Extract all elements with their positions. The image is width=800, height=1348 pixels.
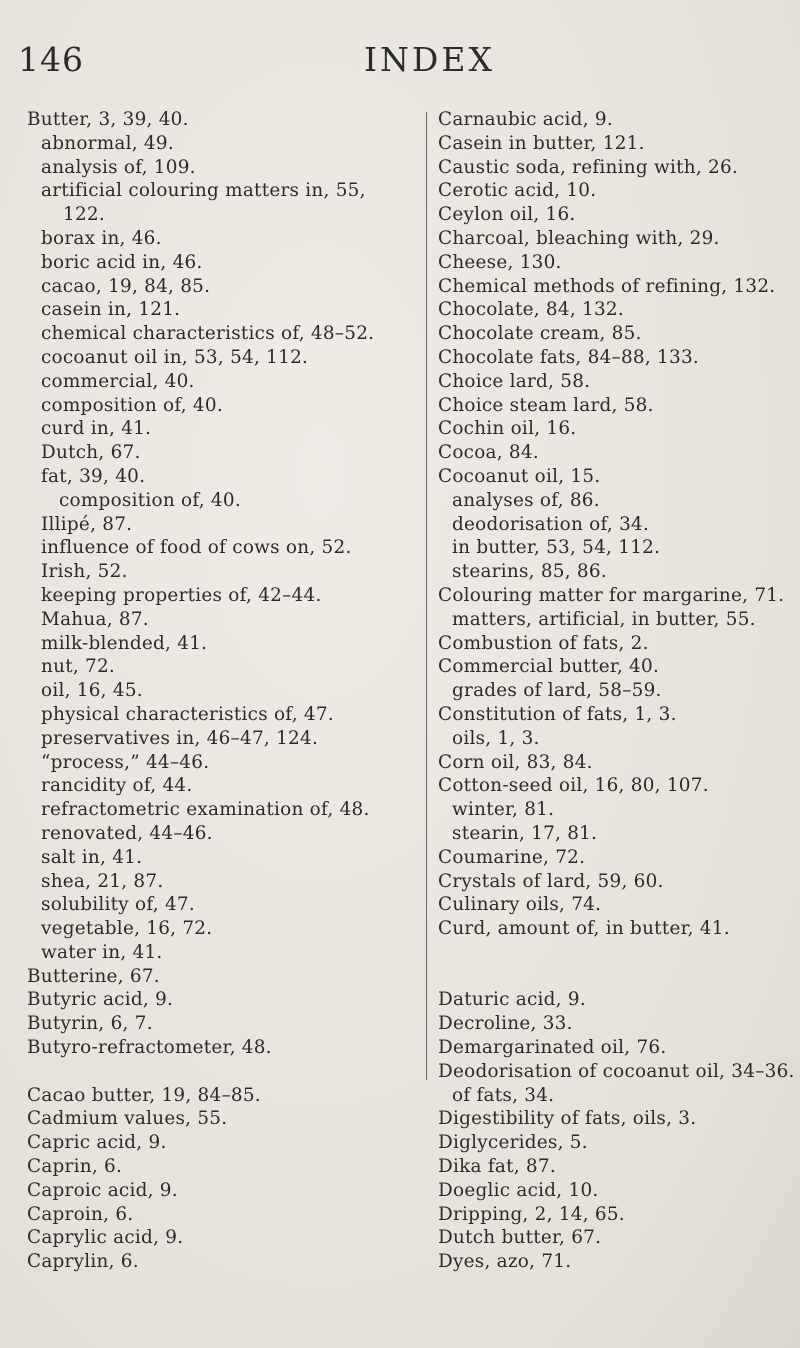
index-subentry: solubility of, 47. bbox=[41, 894, 195, 916]
index-subentry: composition of, 40. bbox=[59, 489, 241, 511]
index-entry: Doeglic acid, 10. bbox=[438, 1179, 599, 1201]
index-entry: Dika fat, 87. bbox=[438, 1156, 556, 1178]
index-entry: Chocolate, 84, 132. bbox=[438, 299, 624, 321]
page-title: INDEX bbox=[364, 40, 495, 79]
index-subentry: “process,” 44–46. bbox=[41, 751, 210, 773]
index-subentry: Dutch, 67. bbox=[41, 442, 141, 464]
index-subentry: milk-blended, 41. bbox=[41, 632, 208, 654]
index-column-right bbox=[438, 108, 795, 1274]
index-subentry: matters, artificial, in butter, 55. bbox=[452, 608, 756, 630]
index-subentry: cacao, 19, 84, 85. bbox=[41, 275, 211, 297]
index-entry: Cadmium values, 55. bbox=[27, 1108, 228, 1130]
index-entry: Demargarinated oil, 76. bbox=[438, 1037, 667, 1059]
index-subentry: deodorisation of, 34. bbox=[452, 513, 650, 535]
page-number: 146 bbox=[18, 40, 84, 79]
index-entry: Dripping, 2, 14, 65. bbox=[438, 1203, 625, 1225]
index-entry: Colouring matter for margarine, 71. bbox=[438, 584, 785, 606]
index-entry: Caprin, 6. bbox=[27, 1156, 123, 1178]
index-entry: Cocoa, 84. bbox=[438, 442, 539, 464]
blank-line bbox=[438, 941, 788, 965]
index-entry: Dyes, azo, 71. bbox=[438, 1251, 572, 1273]
index-entry: Dutch butter, 67. bbox=[438, 1227, 602, 1249]
index-entry: Daturic acid, 9. bbox=[438, 989, 586, 1011]
index-entry: Caprylin, 6. bbox=[27, 1251, 139, 1273]
index-subentry: 122. bbox=[63, 204, 105, 226]
blank-line bbox=[27, 1060, 422, 1084]
index-entry: Capric acid, 9. bbox=[27, 1132, 167, 1154]
index-subentry: stearin, 17, 81. bbox=[452, 822, 598, 844]
index-entry: Caproin, 6. bbox=[27, 1203, 134, 1225]
index-subentry: cocoanut oil in, 53, 54, 112. bbox=[41, 346, 309, 368]
blank-line bbox=[438, 965, 788, 989]
index-column-left bbox=[27, 108, 422, 1274]
index-entry: Cheese, 130. bbox=[438, 251, 562, 273]
index-entry: Combustion of fats, 2. bbox=[438, 632, 649, 654]
index-entry: Choice steam lard, 58. bbox=[438, 394, 654, 416]
index-subentry: winter, 81. bbox=[452, 799, 555, 821]
index-entry: Cotton-seed oil, 16, 80, 107. bbox=[438, 775, 709, 797]
index-entry: Cocoanut oil, 15. bbox=[438, 465, 601, 487]
index-entry: Caprylic acid, 9. bbox=[27, 1227, 184, 1249]
index-subentry: analyses of, 86. bbox=[452, 489, 600, 511]
index-entry: Cerotic acid, 10. bbox=[438, 180, 597, 202]
index-entry: Casein in butter, 121. bbox=[438, 132, 645, 154]
index-entry: Butterine, 67. bbox=[27, 965, 160, 987]
index-entry: Crystals of lard, 59, 60. bbox=[438, 870, 664, 892]
index-entry: Culinary oils, 74. bbox=[438, 894, 602, 916]
index-subentry: casein in, 121. bbox=[41, 299, 181, 321]
index-subentry: shea, 21, 87. bbox=[41, 870, 164, 892]
index-entry: Butyro-refractometer, 48. bbox=[27, 1037, 272, 1059]
page-header bbox=[0, 40, 800, 90]
index-entry: Butyric acid, 9. bbox=[27, 989, 174, 1011]
index-entry: Constitution of fats, 1, 3. bbox=[438, 703, 677, 725]
index-subentry: curd in, 41. bbox=[41, 418, 152, 440]
index-subentry: refractometric examination of, 48. bbox=[41, 799, 370, 821]
index-subentry: chemical characteristics of, 48–52. bbox=[41, 323, 375, 345]
index-subentry: physical characteristics of, 47. bbox=[41, 703, 334, 725]
index-subentry: fat, 39, 40. bbox=[41, 465, 146, 487]
index-subentry: borax in, 46. bbox=[41, 227, 162, 249]
index-entry: Carnaubic acid, 9. bbox=[438, 109, 613, 130]
index-entry: Cochin oil, 16. bbox=[438, 418, 577, 440]
index-subentry: Irish, 52. bbox=[41, 561, 128, 583]
index-entry: Decroline, 33. bbox=[438, 1013, 573, 1035]
index-subentry: composition of, 40. bbox=[41, 394, 223, 416]
index-subentry: stearins, 85, 86. bbox=[452, 561, 607, 583]
index-entry: Chocolate cream, 85. bbox=[438, 323, 642, 345]
index-subentry: water in, 41. bbox=[41, 941, 163, 963]
index-subentry: vegetable, 16, 72. bbox=[41, 918, 213, 940]
index-entry: Chocolate fats, 84–88, 133. bbox=[438, 346, 700, 368]
index-entry: Chemical methods of refining, 132. bbox=[438, 275, 776, 297]
index-subentry: analysis of, 109. bbox=[41, 156, 196, 178]
index-entry: Cacao butter, 19, 84–85. bbox=[27, 1084, 261, 1106]
index-subentry: influence of food of cows on, 52. bbox=[41, 537, 352, 559]
index-entry: Commercial butter, 40. bbox=[438, 656, 660, 678]
index-entry: Digestibility of fats, oils, 3. bbox=[438, 1108, 697, 1130]
index-subentry: preservatives in, 46–47, 124. bbox=[41, 727, 319, 749]
index-entry: Caproic acid, 9. bbox=[27, 1179, 178, 1201]
index-subentry: salt in, 41. bbox=[41, 846, 143, 868]
index-entry: Butyrin, 6, 7. bbox=[27, 1013, 153, 1035]
index-subentry: of fats, 34. bbox=[452, 1084, 555, 1106]
index-subentry: nut, 72. bbox=[41, 656, 116, 678]
index-subentry: renovated, 44–46. bbox=[41, 822, 213, 844]
index-subentry: in butter, 53, 54, 112. bbox=[452, 537, 661, 559]
index-entry: Coumarine, 72. bbox=[438, 846, 586, 868]
index-entry: Deodorisation of cocoanut oil, 34–36. bbox=[438, 1060, 795, 1082]
index-subentry: boric acid in, 46. bbox=[41, 251, 203, 273]
index-entry: Corn oil, 83, 84. bbox=[438, 751, 593, 773]
index-entry: Butter, 3, 39, 40. bbox=[27, 109, 189, 130]
index-entry: Ceylon oil, 16. bbox=[438, 204, 576, 226]
index-subentry: artificial colouring matters in, 55, bbox=[41, 180, 366, 202]
index-entry: Caustic soda, refining with, 26. bbox=[438, 156, 739, 178]
index-entry: Charcoal, bleaching with, 29. bbox=[438, 227, 720, 249]
index-subentry: oil, 16, 45. bbox=[41, 680, 143, 702]
column-divider bbox=[426, 112, 427, 1080]
index-subentry: grades of lard, 58–59. bbox=[452, 680, 662, 702]
index-subentry: abnormal, 49. bbox=[41, 132, 174, 154]
index-subentry: oils, 1, 3. bbox=[452, 727, 540, 749]
index-subentry: rancidity of, 44. bbox=[41, 775, 193, 797]
index-entry: Choice lard, 58. bbox=[438, 370, 591, 392]
index-subentry: commercial, 40. bbox=[41, 370, 195, 392]
index-subentry: Illipé, 87. bbox=[41, 513, 133, 535]
index-subentry: keeping properties of, 42–44. bbox=[41, 584, 322, 606]
index-entry: Diglycerides, 5. bbox=[438, 1132, 588, 1154]
index-entry: Curd, amount of, in butter, 41. bbox=[438, 918, 730, 940]
index-subentry: Mahua, 87. bbox=[41, 608, 149, 630]
